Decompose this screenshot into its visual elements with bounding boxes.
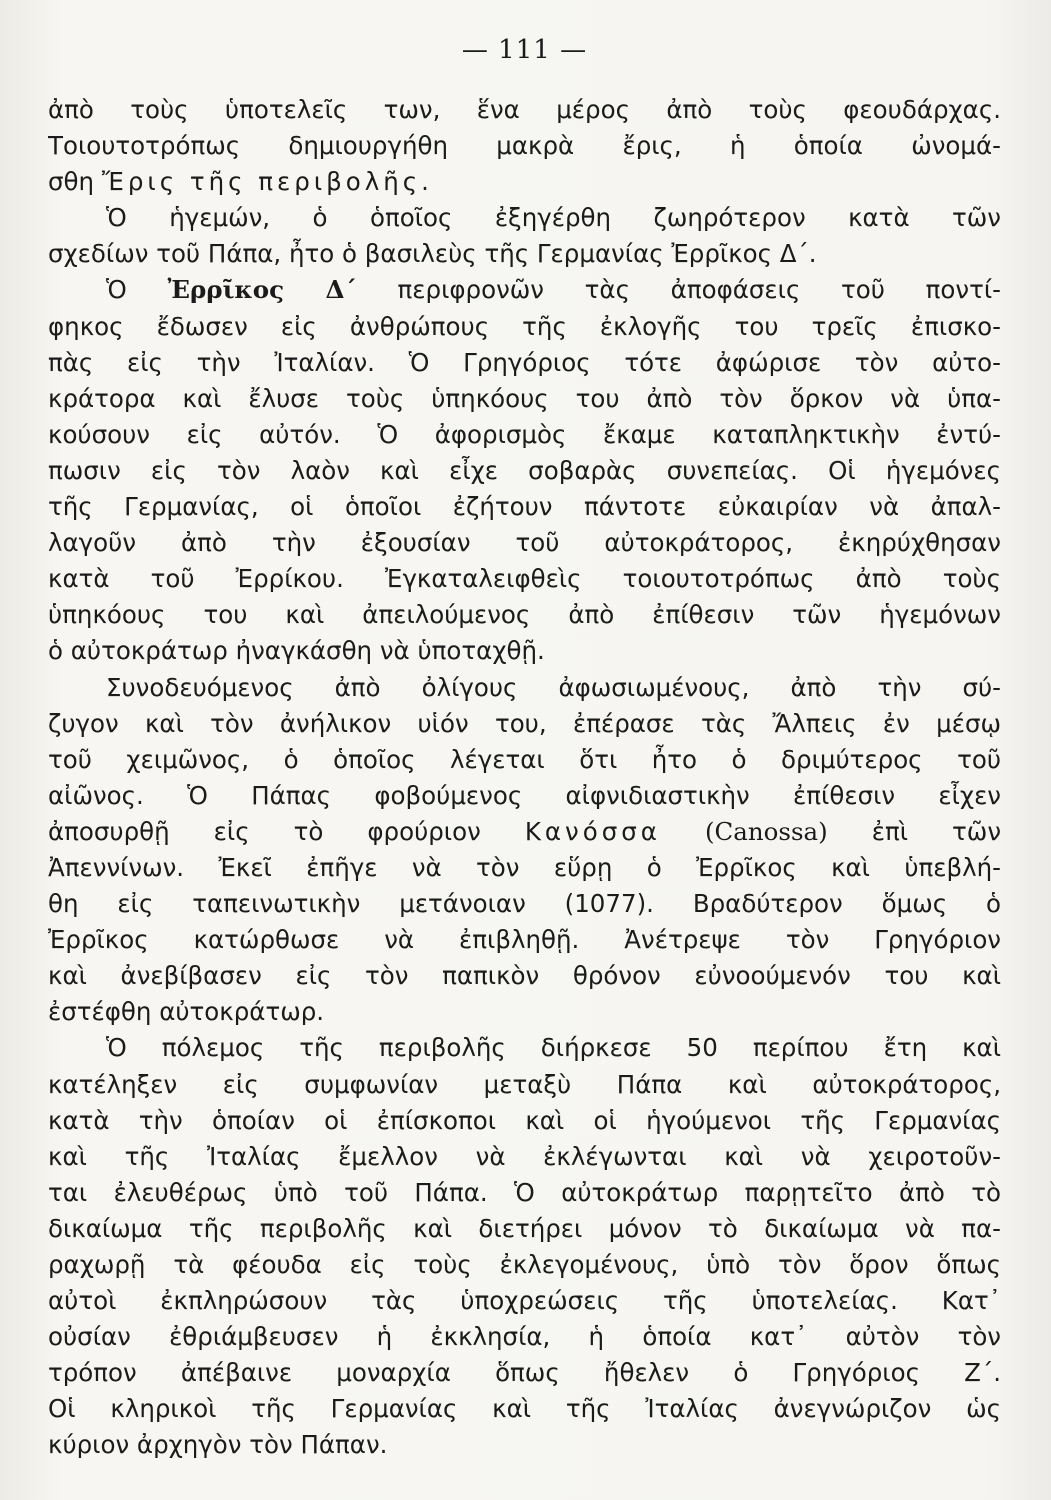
bold-name: Ἐρρῖκος Δ΄ [167, 275, 357, 305]
body-text [48, 92, 1001, 1464]
text-line: ὑπηκόους του καὶ ἀπειλούμενος ἀπὸ ἐπίθεσιν τῶν ἡγεμόνων [48, 600, 1001, 630]
text-line: τοῦ χειμῶνος, ὁ ὁποῖος λέγεται ὅτι ἦτο ὁ δριμύτερος τοῦ [48, 744, 1001, 774]
text-line: καὶ ἀνεβίβασεν εἰς τὸν παπικὸν θρόνον εὐνοούμενόν του καὶ [48, 961, 1001, 991]
text-line: Ἐρρῖκος κατώρθωσε νὰ ἐπιβληθῇ. Ἀνέτρεψε τὸν Γρηγόριον [48, 925, 1001, 955]
latin-term: (Canossa) [704, 816, 828, 846]
text-line: πὰς εἰς τὴν Ἰταλίαν. Ὁ Γρηγόριος τότε ἀφώρισε τὸν αὐτο- [48, 347, 1001, 377]
text-line: κατὰ τὴν ὁποίαν οἱ ἐπίσκοποι καὶ οἱ ἡγούμενοι τῆς Γερμανίας [48, 1105, 1001, 1135]
text-line: αὐτοὶ ἐκπληρώσουν τὰς ὑποχρεώσεις τῆς ὑποτελείας. Κατ᾽ [48, 1286, 1001, 1316]
text-fragment: Ὁ [106, 275, 127, 305]
text-line: ται ἐλευθέρως ὑπὸ τοῦ Πάπα. Ὁ αὐτοκράτωρ παρῃτεῖτο ἀπὸ τὸ [48, 1177, 1001, 1207]
text-line: φηκος ἔδωσεν εἰς ἀνθρώπους τῆς ἐκλογῆς του τρεῖς ἐπισκο- [48, 311, 1001, 341]
text-line: Ὁ πόλεμος τῆς περιβολῆς διήρκεσε 50 περίπου ἔτη καὶ [106, 1033, 1001, 1063]
text-line: λαγοῦν ἀπὸ τὴν ἐξουσίαν τοῦ αὐτοκράτορος, ἐκηρύχθησαν [48, 528, 1001, 558]
text-line: τῆς Γερμανίας, οἱ ὁποῖοι ἐζήτουν πάντοτε εὐκαιρίαν νὰ ἀπαλ- [48, 492, 1001, 522]
text-line: δικαίωμα τῆς περιβολῆς καὶ διετήρει μόνον τὸ δικαίωμα νὰ πα- [48, 1213, 1001, 1243]
text-fragment: περιφρονῶν τὰς ἀποφάσεις τοῦ ποντί- [397, 275, 1001, 305]
text-line: Συνοδευόμενος ἀπὸ ὀλίγους ἀφωσιωμένους, ἀπὸ τὴν σύ- [106, 672, 1001, 702]
text-line [48, 164, 1001, 200]
emphasized-term: Ἔρις τῆς περιβολῆς. [101, 167, 433, 197]
text-line: Ὁ ἡγεμών, ὁ ὁποῖος ἐξηγέρθη ζωηρότερον κατὰ τῶν [106, 203, 1001, 233]
text-fragment: ἐπὶ τῶν [871, 816, 1001, 846]
text-line: σχεδίων τοῦ Πάπα, ἦτο ὁ βασιλεὺς τῆς Γερμανίας Ἐρρῖκος Δ΄. [48, 239, 817, 269]
text-line: κατὰ τοῦ Ἐρρίκου. Ἐγκαταλειφθεὶς τοιουτοτρόπως ἀπὸ τοὺς [48, 564, 1001, 594]
text-line: κατέληξεν εἰς συμφωνίαν μεταξὺ Πάπα καὶ αὐτοκράτορος, [48, 1069, 1001, 1099]
text-line: οὐσίαν ἐθριάμβευσεν ἡ ἐκκλησία, ἡ ὁποία κατ᾽ αὐτὸν τὸν [48, 1322, 1001, 1352]
text-line: πωσιν εἰς τὸν λαὸν καὶ εἶχε σοβαρὰς συνεπείας. Οἱ ἡγεμόνες [48, 455, 1001, 485]
text-line: ὁ αὐτοκράτωρ ἠναγκάσθη νὰ ὑποταχθῇ. [48, 636, 545, 666]
text-line [48, 814, 1001, 850]
text-line: τρόπον ἀπέβαινε μοναρχία ὅπως ἤθελεν ὁ Γρηγόριος Ζ΄. [48, 1358, 1001, 1388]
page-number: — 111 — [461, 35, 588, 65]
text-line: θη εἰς ταπεινωτικὴν μετάνοιαν (1077). Βραδύτερον ὅμως ὁ [48, 889, 1001, 919]
text-line: κύριον ἀρχηγὸν τὸν Πάπαν. [48, 1430, 388, 1460]
text-line: ζυγον καὶ τὸν ἀνήλικον υἱόν του, ἐπέρασε τὰς Ἄλπεις ἐν μέσῳ [48, 708, 1001, 738]
text-line [48, 272, 1001, 308]
text-line: κούσουν εἰς αὐτόν. Ὁ ἀφορισμὸς ἔκαμε καταπληκτικὴν ἐντύ- [48, 419, 1001, 449]
text-line: κράτορα καὶ ἔλυσε τοὺς ὑπηκόους του ἀπὸ τὸν ὅρκον νὰ ὑπα- [48, 383, 1001, 413]
text-fragment: σθη [48, 167, 95, 197]
emphasized-term: Κανόσσα [524, 816, 661, 846]
text-line: Οἱ κληρικοὶ τῆς Γερμανίας καὶ τῆς Ἰταλίας ἀνεγνώριζον ὡς [48, 1394, 1001, 1424]
text-line: αἰῶνος. Ὁ Πάπας φοβούμενος αἰφνιδιαστικὴν ἐπίθεσιν εἶχεν [48, 780, 1001, 810]
text-line: ἐστέφθη αὐτοκράτωρ. [48, 997, 325, 1027]
text-fragment: ἀποσυρθῇ εἰς τὸ φρούριον [48, 816, 481, 846]
text-line: Ἀπεννίνων. Ἐκεῖ ἐπῆγε νὰ τὸν εὕρῃ ὁ Ἐρρῖκος καὶ ὑπεβλή- [48, 852, 1001, 882]
text-line: ἀπὸ τοὺς ὑποτελεῖς των, ἕνα μέρος ἀπὸ τοὺς φεουδάρχας. [48, 95, 1001, 124]
text-line: ραχωρῇ τὰ φέουδα εἰς τοὺς ἐκλεγομένους, ὑπὸ τὸν ὅρον ὅπως [48, 1250, 1001, 1279]
text-line: Τοιουτοτρόπως δημιουργήθη μακρὰ ἔρις, ἡ ὁποία ὠνομά- [48, 131, 1001, 161]
text-line: καὶ τῆς Ἰταλίας ἔμελλον νὰ ἐκλέγωνται καὶ νὰ χειροτοῦν- [48, 1141, 1001, 1171]
